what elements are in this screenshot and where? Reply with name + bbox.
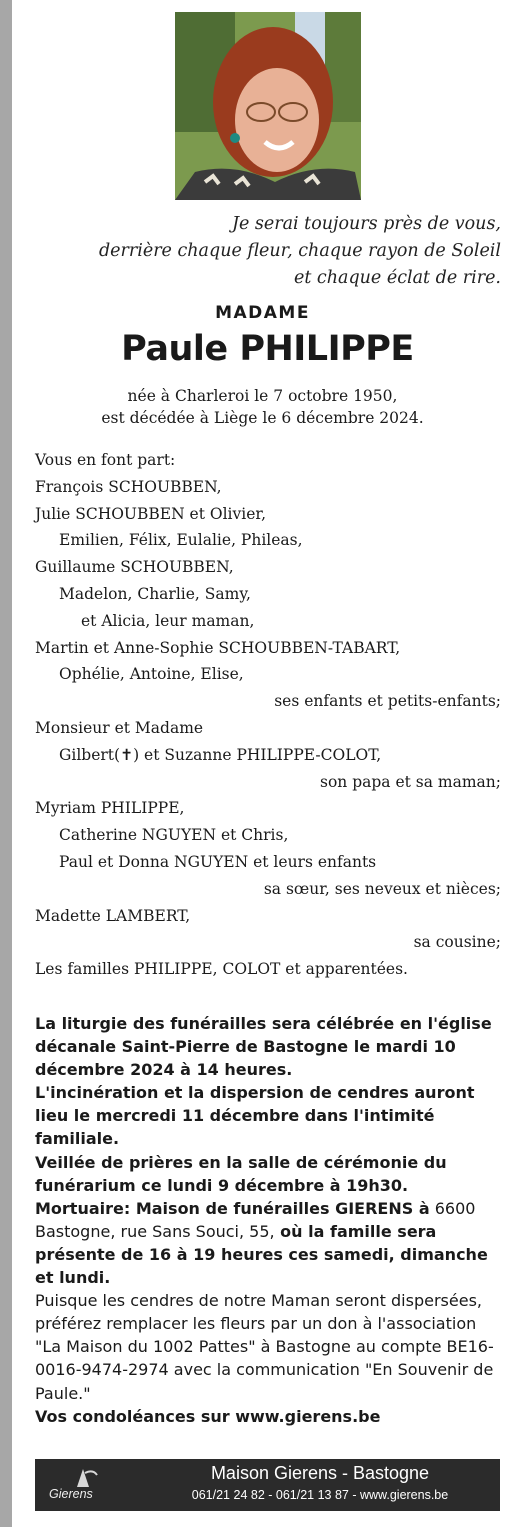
family-line: Madelon, Charlie, Samy, [59,584,251,603]
funeral-details [35,1012,503,1428]
quote-line: Je serai toujours près de vous, [231,214,501,234]
funeral-home-banner [35,1459,500,1511]
portrait-photo [175,12,361,200]
family-line: Les familles PHILIPPE, COLOT et apparentées. [35,960,408,979]
family-line: Gilbert(✝) et Suzanne PHILIPPE-COLOT, [59,745,382,764]
birth-line: née à Charleroi le 7 octobre 1950, [127,387,398,405]
donation-info: Puisque les cendres de notre Maman seront dispersées, préférez remplacer les fleurs par un don à l'association "La Maison du 1002 Pattes" à Bastogne au compte BE16-0016-9474-2974 avec la communication "En Souvenir de Paule." [35,1291,494,1403]
funeral-liturgy: La liturgie des funérailles sera célébrée en l'église décanale Saint-Pierre de Bastogne le mardi 10 décembre 2024 à 14 heures. [35,1014,492,1080]
family-line: Martin et Anne-Sophie SCHOUBBEN-TABART, [35,638,401,657]
family-line: François SCHOUBBEN, [35,477,222,496]
epitaph-quote [81,211,501,292]
family-relation: sa cousine; [413,933,501,952]
logo-text: Gierens [49,1487,93,1501]
family-line: Ophélie, Antoine, Elise, [59,665,244,684]
family-line: Guillaume SCHOUBBEN, [35,558,234,577]
mortuary-label: Mortuaire: Maison de funérailles GIERENS à [35,1198,430,1218]
family-line: Emilien, Félix, Eulalie, Phileas, [59,531,303,550]
honorific: MADAME [215,303,310,323]
deceased-name: Paule PHILIPPE [121,329,414,369]
left-margin-bar [0,0,12,1527]
funeral-home-name: Maison Gierens - Bastogne [210,1463,430,1483]
condolences-link[interactable]: Vos condoléances sur www.gierens.be [35,1406,381,1426]
mortuary-family: où la famille sera présente de 16 à 19 heures ces samedi, dimanche et lundi. [35,1221,488,1288]
family-relation: ses enfants et petits-enfants; [274,692,501,711]
cremation-info: L'incinération et la dispersion de cendres auront lieu le mercredi 11 décembre dans l'intimité familiale. [35,1083,475,1149]
family-line: et Alicia, leur maman, [81,611,255,630]
quote-line: derrière chaque fleur, chaque rayon de Soleil [98,241,501,261]
death-line: est décédée à Liège le 6 décembre 2024. [101,408,424,427]
family-relation: son papa et sa maman; [320,772,501,791]
family-line: Paul et Donna NGUYEN et leurs enfants [59,852,377,871]
funeral-home-contact: 061/21 24 82 - 061/21 13 87 - www.gierens.be [191,1488,449,1502]
family-line: Catherine NGUYEN et Chris, [59,826,289,845]
family-line: Julie SCHOUBBEN et Olivier, [35,504,267,523]
quote-line: et chaque éclat de rire. [293,268,501,288]
family-line: Myriam PHILIPPE, [35,799,185,818]
mortuary-info [35,1197,503,1289]
family-line: Madette LAMBERT, [35,906,191,925]
birth-death-info [0,386,525,429]
family-line: Monsieur et Madame [35,718,204,737]
family-relation: sa sœur, ses neveux et nièces; [263,879,501,898]
vigil-info: Veillée de prières en la salle de cérémonie du funérarium ce lundi 9 décembre à 19h30. [35,1152,447,1195]
mortuary-address: 6600 Bastogne, rue Sans Souci, 55, [35,1198,476,1241]
family-list [35,447,501,983]
family-line: Vous en font part: [35,451,176,469]
